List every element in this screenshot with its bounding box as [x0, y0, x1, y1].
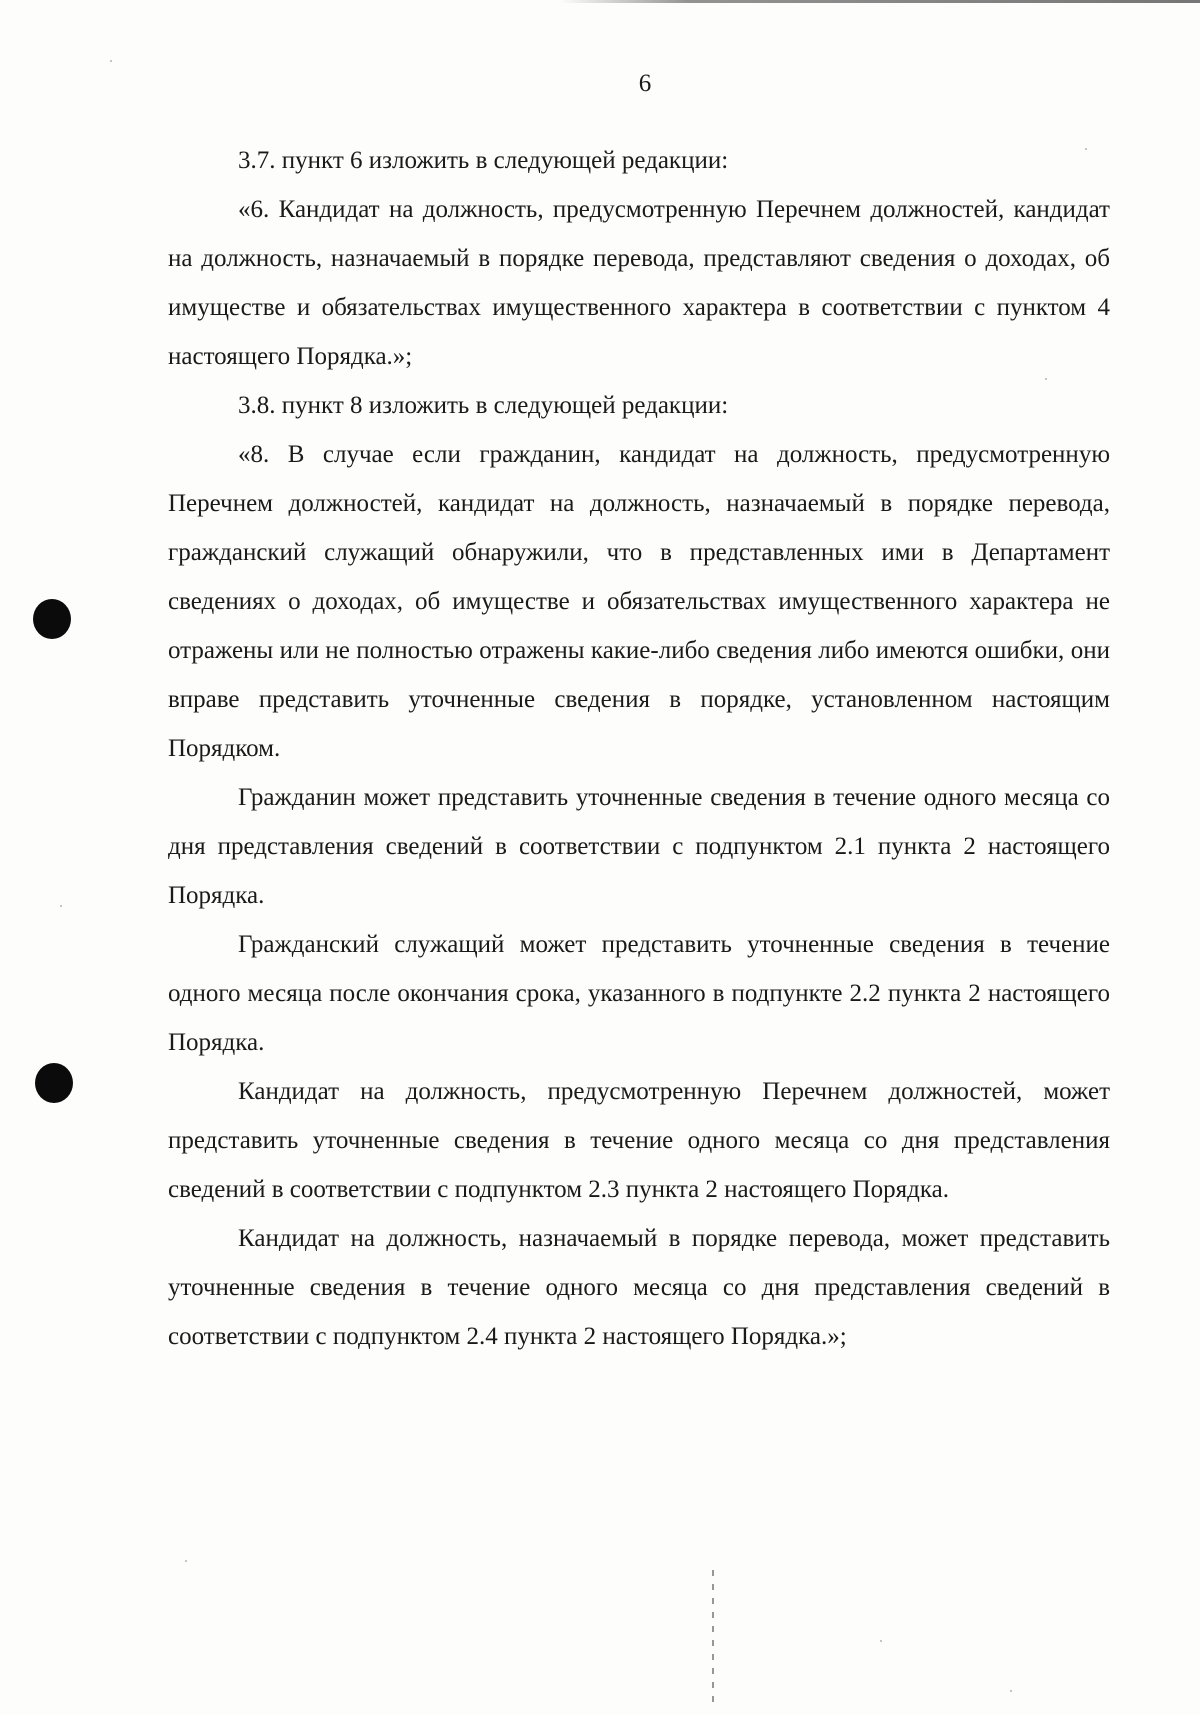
paragraph-3-8: 3.8. пункт 8 изложить в следующей редакции: [238, 392, 729, 419]
scan-top-rule [560, 0, 1200, 3]
paragraph-item-8: «8. В случае если гражданин, кандидат на должность, предусмотренную Перечнем должностей, кандидат на должность, назначаемый в порядке перевода, гражданский служащий обнаружили, что в представленных ими в Департамент сведениях о доходах, об имуществе и обязательствах имущественного характера не отражены или не полностью отражены какие-либо сведения либо имеются ошибки, они вправе представить уточненные сведения в порядке, установленном настоящим Порядком. [168, 441, 1110, 762]
scan-speck [1090, 1245, 1092, 1247]
paragraph-candidate-list: Кандидат на должность, предусмотренную Перечнем должностей, может представить уточненные сведения в течение одного месяца со дня представления сведений в соответствии с подпунктом 2.3 пункта 2 настоящего Порядка. [168, 1078, 1110, 1203]
document-body [168, 136, 1110, 1361]
paragraph-item-6: «6. Кандидат на должность, предусмотренную Перечнем должностей, кандидат на должность, назначаемый в порядке перевода, представляют сведения о доходах, об имуществе и обязательствах имущественного характера в соответствии с пунктом 4 настоящего Порядка.»; [168, 196, 1110, 370]
scan-artifact-line [712, 1570, 714, 1705]
hole-punch-mark [33, 599, 71, 639]
paragraph-citizen: Гражданин может представить уточненные сведения в течение одного месяца со дня представления сведений в соответствии с подпунктом 2.1 пункта 2 настоящего Порядка. [168, 784, 1110, 909]
scan-speck [880, 1640, 882, 1642]
scan-speck [110, 60, 112, 62]
scan-speck [185, 1560, 187, 1562]
page-number: 6 [638, 70, 652, 97]
scan-speck [1085, 148, 1087, 150]
scan-speck [1045, 378, 1047, 380]
scan-speck [60, 905, 62, 907]
scan-speck [1010, 1690, 1012, 1692]
paragraph-civil-servant: Гражданский служащий может представить уточненные сведения в течение одного месяца после окончания срока, указанного в подпункте 2.2 пункта 2 настоящего Порядка. [168, 931, 1110, 1056]
paragraph-3-7: 3.7. пункт 6 изложить в следующей редакции: [238, 147, 729, 174]
paragraph-candidate-transfer: Кандидат на должность, назначаемый в порядке перевода, может представить уточненные сведения в течение одного месяца со дня представления сведений в соответствии с подпунктом 2.4 пункта 2 настоящего Порядка.»; [168, 1225, 1110, 1350]
hole-punch-mark [35, 1063, 73, 1103]
